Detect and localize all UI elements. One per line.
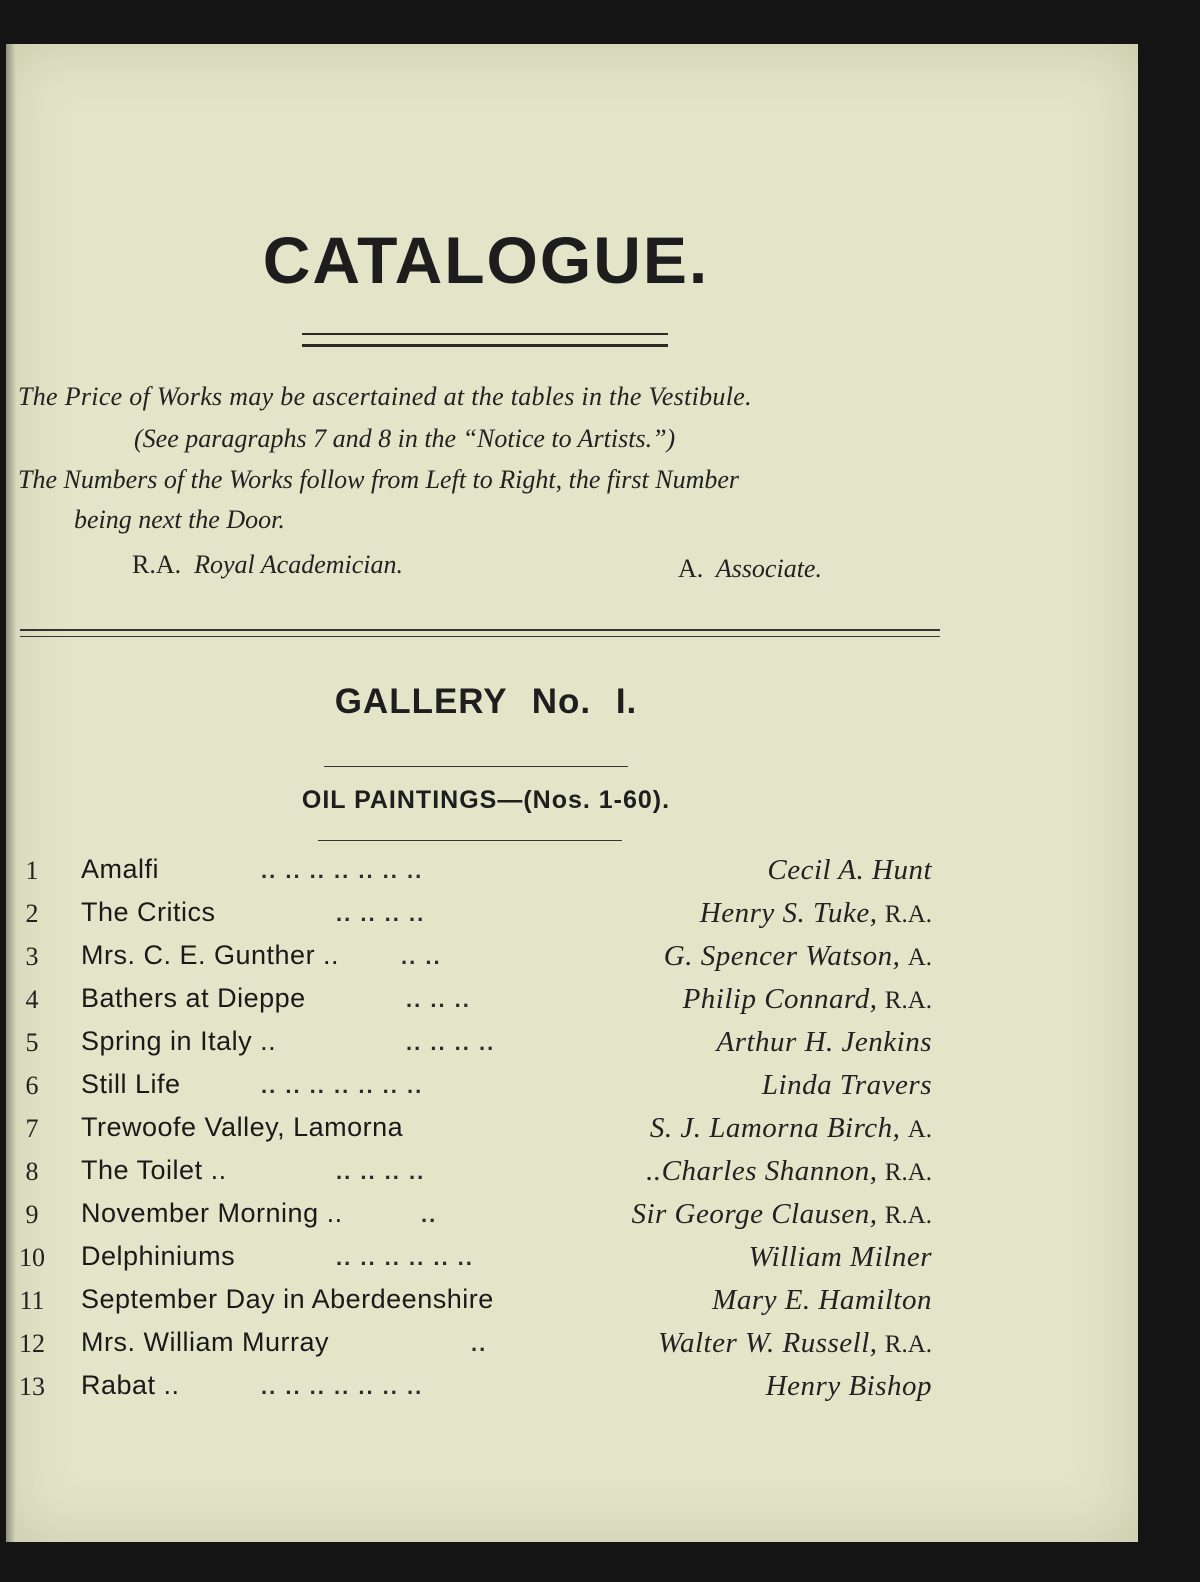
entry-number: 1: [25, 856, 39, 885]
entry-artist-name: Mary E. Hamilton: [712, 1284, 932, 1316]
entry-artist-rank: A.: [907, 944, 932, 971]
entry-title: Trewoofe Valley, Lamorna: [81, 1112, 404, 1142]
entry-number: 13: [19, 1372, 45, 1401]
catalogue-entry: [6, 1112, 1138, 1154]
entry-artist: [700, 897, 932, 930]
entry-title: September Day in Aberdeenshire: [81, 1284, 494, 1314]
entry-dot-leader: .. .. .. ..: [336, 901, 426, 926]
note-price: The Price of Works may be ascertained at the tables in the Vestibule.: [18, 382, 752, 411]
section-divider-top: [20, 629, 940, 631]
catalogue-entry: [6, 1026, 1138, 1068]
entry-dot-leader: .. .. .. .. .. .. ..: [261, 858, 424, 883]
title-rule-top: [302, 333, 668, 335]
gallery-rule: [324, 766, 628, 767]
entry-dot-leader: ..: [421, 1202, 438, 1227]
section-divider-bottom: [20, 636, 940, 637]
entry-title: Still Life: [81, 1069, 181, 1099]
entry-dot-leader: .. .. .. .. .. .. ..: [261, 1374, 424, 1399]
entry-artist: [766, 1370, 932, 1403]
entry-artist-name: Walter W. Russell,: [657, 1327, 878, 1359]
entry-number: 6: [25, 1071, 39, 1100]
entry-dot-leader: .. ..: [401, 944, 442, 969]
entry-title: Amalfi: [81, 854, 160, 884]
entry-dot-leader: .. .. .. .. .. .. ..: [261, 1073, 424, 1098]
catalogue-entry: [6, 1284, 1138, 1326]
entry-artist-rank: A.: [907, 1116, 932, 1143]
abbreviation-ra-code: R.A.: [132, 550, 182, 579]
entry-artist-name: Philip Connard,: [682, 983, 878, 1015]
entry-artist: [717, 1026, 933, 1059]
entry-title: Mrs. William Murray: [81, 1327, 329, 1357]
entry-artist-name: Henry Bishop: [765, 1370, 932, 1402]
catalogue-entry: [6, 983, 1138, 1025]
entry-artist: [646, 1155, 932, 1188]
catalogue-entry: [6, 1069, 1138, 1111]
note-paragraphs: (See paragraphs 7 and 8 in the “Notice to Artists.”): [134, 424, 676, 453]
entry-number: 5: [25, 1028, 39, 1057]
entry-title: The Toilet ..: [81, 1155, 227, 1185]
entry-number: 9: [25, 1200, 39, 1229]
section-heading: OIL PAINTINGS—(Nos. 1-60).: [301, 786, 671, 814]
catalogue-entry: [6, 1327, 1138, 1369]
entry-artist: [683, 983, 932, 1016]
entry-title: Spring in Italy ..: [81, 1026, 277, 1056]
entry-number: 3: [25, 942, 39, 971]
entry-artist: [658, 1327, 932, 1360]
entry-artist: [631, 1198, 932, 1231]
entry-artist: [650, 1112, 932, 1145]
entry-dot-leader: ..: [471, 1331, 488, 1356]
entry-artist-name: William Milner: [748, 1241, 932, 1273]
entry-artist: [762, 1069, 932, 1102]
entry-artist: [749, 1241, 932, 1274]
abbreviation-a-label: Associate.: [715, 554, 822, 583]
catalogue-entry: [6, 1241, 1138, 1283]
entry-dot-leader: .. .. .. ..: [336, 1159, 426, 1184]
abbreviation-a: [678, 554, 822, 584]
gallery-heading: GALLERY No. I.: [334, 682, 638, 721]
entry-artist-rank: R.A.: [884, 1202, 932, 1229]
entry-title: Rabat ..: [81, 1370, 180, 1400]
catalogue-entry: [6, 1198, 1138, 1240]
section-rule: [318, 840, 622, 841]
abbreviation-ra: [132, 550, 403, 580]
entry-number: 7: [25, 1114, 39, 1143]
entry-artist-name: Arthur H. Jenkins: [716, 1026, 932, 1058]
entry-dot-leader: .. .. ..: [406, 987, 471, 1012]
entry-artist-name: Linda Travers: [761, 1069, 932, 1101]
entry-dot-leader: .. .. .. .. .. ..: [336, 1245, 474, 1270]
entry-title: Mrs. C. E. Gunther ..: [81, 940, 340, 970]
catalogue-entry: [6, 897, 1138, 939]
entry-title: The Critics: [81, 897, 216, 927]
entry-artist-name: Henry S. Tuke,: [699, 897, 878, 929]
entry-number: 12: [19, 1329, 45, 1358]
page-title: CATALOGUE.: [262, 223, 710, 297]
entry-artist: [767, 854, 932, 887]
entry-title: Delphiniums: [81, 1241, 236, 1271]
entry-artist-name: Sir George Clausen,: [631, 1198, 878, 1230]
catalogue-entry: [6, 1370, 1138, 1412]
catalogue-entry: [6, 854, 1138, 896]
note-numbering: The Numbers of the Works follow from Left to Right, the first Number: [18, 465, 740, 494]
entry-artist-rank: R.A.: [884, 1159, 932, 1186]
abbreviation-a-code: A.: [678, 554, 704, 583]
entry-number: 4: [25, 985, 39, 1014]
entry-artist-rank: R.A.: [884, 1331, 932, 1358]
entry-number: 11: [19, 1286, 45, 1315]
entry-number: 10: [19, 1243, 45, 1272]
entry-artist-name: ..Charles Shannon,: [646, 1155, 878, 1187]
abbreviation-ra-label: Royal Academician.: [194, 550, 404, 579]
title-rule-bottom: [302, 344, 668, 347]
entry-dot-leader: .. .. .. ..: [406, 1030, 496, 1055]
note-numbering-cont: being next the Door.: [74, 505, 285, 534]
entry-artist-rank: R.A.: [884, 987, 932, 1014]
entry-number: 2: [25, 899, 39, 928]
catalogue-entry: [6, 1155, 1138, 1197]
entry-artist-name: Cecil A. Hunt: [767, 854, 932, 886]
catalogue-page: [6, 44, 1138, 1542]
entry-artist: [664, 940, 932, 973]
entry-title: November Morning ..: [81, 1198, 343, 1228]
entry-number: 8: [25, 1157, 39, 1186]
entry-artist-name: G. Spencer Watson,: [663, 940, 901, 972]
entry-title: Bathers at Dieppe: [81, 983, 306, 1013]
entry-artist: [712, 1284, 932, 1317]
entry-artist-rank: R.A.: [884, 901, 932, 928]
catalogue-entry: [6, 940, 1138, 982]
entry-artist-name: S. J. Lamorna Birch,: [649, 1112, 901, 1144]
